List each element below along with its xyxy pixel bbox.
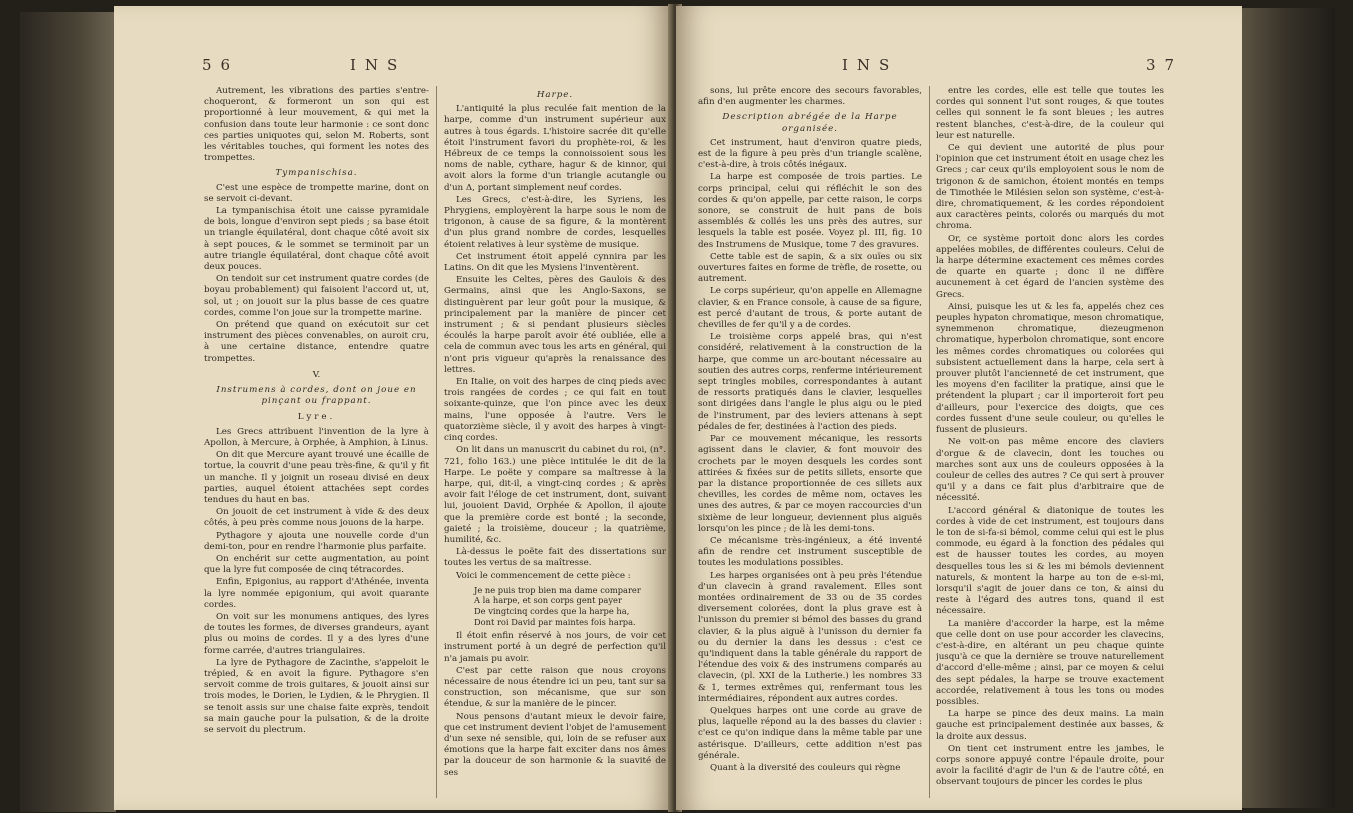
paragraph: Le corps supérieur, qu'on appelle en Allemagne clavier, & en France console, à cause de sa figure, est percé d'autant de trous, & porte autant de chevilles de fer qu'il y a de cordes.	[698, 286, 922, 331]
paragraph: Ce mécanisme très-ingénieux, a été inventé afin de rendre cet instrument susceptible de toutes les modulations possibles.	[698, 535, 922, 569]
paragraph: Nous pensons d'autant mieux le devoir faire, que cet instrument devient l'objet de l'amusement d'un sexe né sensible, qui, loin de se refuser aux émotions que la harpe fait exciter dans nos âmes par la douceur de son harmonie & la suavité de ses	[444, 711, 666, 778]
paragraph: Ne voit-on pas même encore des claviers d'orgue & de clavecin, dont les touches ou marches sont aux uns de couleurs opposées à la couleur de celles des autres ? Ce qui sert à prouver qu'il y a dans ce fait plus d'arbitraire que de nécessité.	[936, 437, 1164, 504]
paragraph: La harpe est composée de trois parties. Le corps principal, celui qui réfléchit le son des cordes & qu'on appelle, par cette raison, le corps sonore, se construit de huit pans de bois assemblés & collés les uns près des autres, sur lesquels la table est posée. Voyez pl. III, fig. 10 des Instrumens de Musique, tome 7 des gravures.	[698, 172, 922, 250]
paragraph: Enfin, Epigonius, au rapport d'Athénée, inventa la lyre nommée epigonium, qui avoit quarante cordes.	[204, 577, 429, 610]
paragraph: On lit dans un manuscrit du cabinet du roi, (n°. 721, folio 163.) une pièce intitulée le dit de la Harpe. Le poëte y compare sa maîtresse à la harpe, qui, dit-il, a vingt-cinq cordes ; & après avoir fait l'éloge de cet instrument, dont, suivant lui, jouoient David, Orphée & Apollon, il ajoute que la première corde est bonté ; la seconde, gaieté ; la troisième, douceur ; la quatrième, humilité, &c.	[444, 445, 666, 545]
section-heading: Harpe.	[536, 90, 574, 100]
paragraph: Le troisième corps appelé bras, qui n'est considéré, relativement à la construction de la harpe, que comme un arc-boutant nécessaire au soutien des autres corps, renferme intérieurement sept tringles mobiles, correspondantes à autant de ressorts pratiqués dans le clavier, lesquelles sont dirigées dans l'angle le plus aigu ou le pied de l'instrument, par des leviers attenans à sept pédales de fer, destinées à l'action des pieds.	[698, 332, 922, 432]
left-column-2	[444, 86, 666, 806]
column-rule	[929, 86, 930, 798]
right-column-2	[936, 86, 1164, 806]
section-heading: V.	[312, 369, 321, 380]
paragraph: Ainsi, puisque les ut & les fa, appelés chez ces peuples hypaton chromatique, meson chromatique, synemmenon chromatique, diezeugmenon chromatique, hyperbolon chromatique, sont encore les mêmes cordes chromatiques ou colorées qui subsistent actuellement dans la harpe, cela sert à prouver plutôt l'ancienneté de cet instrument, que les moyens d'en faciliter la pratique, ainsi que le prétendent la plupart ; car il importeroit fort peu d'ailleurs, pour l'exercice des doigts, que ces cordes fussent d'une seule couleur, ou qu'elles le fussent de plusieurs.	[936, 301, 1164, 436]
right-page	[676, 6, 1242, 810]
left-page	[114, 6, 674, 810]
paragraph: La manière d'accorder la harpe, est la même que celle dont on use pour accorder les clavecins, c'est-à-dire, en altérant un peu chaque quinte jusqu'à ce que la dernière se trouve naturellement d'accord d'elle-même ; ainsi, par ce moyen & celui des sept pédales, la harpe se trouve exactement accordée, relativement à tous les tons ou modes possibles.	[936, 618, 1164, 707]
paragraph: Voici le commencement de cette pièce :	[456, 570, 631, 581]
paragraph: Autrement, les vibrations des parties s'entre-choqueront, & formeront un son qui est proportionné à leur mouvement, & qui met la confusion dans toute leur harmonie : ce sont donc ces parties uniquotes qui, selon M. Roberts, sont les véritables touches, qui forment les notes des trompettes.	[204, 86, 429, 164]
column-rule	[436, 86, 437, 798]
right-page-number: 37	[1146, 56, 1184, 74]
paragraph: Quant à la diversité des couleurs qui règne	[710, 762, 901, 773]
right-page-edges	[1240, 8, 1335, 808]
paragraph: C'est une espèce de trompette marine, dont on se servoit ci-devant.	[204, 182, 429, 204]
paragraph: Cet instrument étoit appelé cynnira par les Latins. On dit que les Mysiens l'inventèrent.	[444, 251, 666, 274]
paragraph: Or, ce système portoit donc alors les cordes appelées mobiles, de différentes couleurs. Celui de la harpe détermine exactement ces mêmes cordes de quarte en quarte ; donc il ne diffère aucunement à cet égard de l'ancien système des Grecs.	[936, 233, 1164, 300]
section-heading: Tympanischisa.	[275, 168, 358, 179]
verse-quote: Je ne puis trop bien ma dame comparer A la harpe, et son corps gent payer De vingtcinq cordes que la harpe ha, Dont roi David par maintes fois harpa.	[474, 584, 641, 627]
right-running-head: INS	[842, 56, 899, 74]
paragraph: L'accord général & diatonique de toutes les cordes à vide de cet instrument, est toujours dans le ton de si-fa-si bémol, comme celui qui est le plus commode, eu égard à la fonction des pédales qui est de hausser toutes les cordes, au moyen desquelles tous les si & les mi bémols deviennent naturels, & montent la harpe au ton de e-si-mi, lorsqu'il s'agit de jouer dans ce ton, & ainsi du reste à l'égard des autres tons, quand il est nécessaire.	[936, 505, 1164, 617]
paragraph: Par ce mouvement mécanique, les ressorts agissent dans le clavier, & font mouvoir des crochets par le moyen desquels les cordes sont attirées & fixées sur de petits sillets, ensorte que par la distance proportionnée de ces sillets aux chevilles, les cordes de même nom, octaves les unes des autres, & par ce moyen raccourcies d'un sixième de leur longueur, deviennent plus aiguës lorsqu'on les pince ; de là les demi-tons.	[698, 434, 922, 534]
paragraph: sons, lui prête encore des secours favorables, afin d'en augmenter les charmes.	[698, 86, 922, 108]
paragraph: On tient cet instrument entre les jambes, le corps sonore appuyé contre l'épaule droite, pour avoir la facilité d'agir de l'un & de l'autre côté, en observant toujours de pincer les cordes le plus	[936, 743, 1164, 788]
paragraph: On jouoit de cet instrument à vide & des deux côtés, à peu près comme nous jouons de la harpe.	[204, 507, 429, 529]
paragraph: entre les cordes, elle est telle que toutes les cordes qui sonnent l'ut sont rouges, & que toutes celles qui sonnent le fa sont bleues ; les autres restent blanches, c'est-à-dire, de la couleur qui leur est naturelle.	[936, 86, 1164, 141]
paragraph: Il étoit enfin réservé à nos jours, de voir cet instrument porté à un degré de perfection qu'il n'a jamais pu avoir.	[444, 631, 666, 664]
paragraph: Les Grecs attribuent l'invention de la lyre à Apollon, à Mercure, à Orphée, à Amphion, à Linus.	[204, 426, 429, 448]
paragraph: On prétend que quand on exécutoit sur cet instrument des pièces convenables, on auroit cru, à une certaine distance, entendre quatre trompettes.	[204, 320, 429, 364]
paragraph: Là-dessus le poëte fait des dissertations sur toutes les vertus de sa maîtresse.	[444, 547, 666, 569]
left-column-1	[204, 86, 429, 806]
section-heading: Description abrégée de la Harpe organisée.	[722, 112, 898, 134]
section-heading: Instrumens à cordes, dont on joue en pinçant ou frappant.	[216, 385, 417, 407]
paragraph: Ensuite les Celtes, pères des Gaulois & des Germains, ainsi que les Anglo-Saxons, se distinguèrent par leur goût pour la musique, & principalement par la manière de pincer cet instrument ; & si pendant plusieurs siècles écoulés la harpe paroît avoir été oubliée, elle a cela de commun avec tous les arts en général, qui n'ont pris vigueur qu'après la renaissance des lettres.	[444, 275, 666, 375]
paragraph: L'antiquité la plus reculée fait mention de la harpe, comme d'un instrument supérieur aux autres à tous égards. L'histoire sacrée dit qu'elle étoit l'instrument favori du prophète-roi, & les Hébreux de ce temps la connoissoient sous les noms de nable, cythare, hagur & de kinnor, qui avoit alors la forme d'un triangle acutangle ou d'un Δ, portant simplement neuf cordes.	[444, 104, 666, 193]
paragraph: Cet instrument, haut d'environ quatre pieds, est de la figure à peu près d'un triangle scalène, c'est-à-dire, à trois côtés inégaux.	[698, 137, 922, 171]
paragraph: Les harpes organisées ont à peu près l'étendue d'un clavecin à grand ravalement. Elles sont montées ordinairement de 33 ou de 35 cordes diversement colorées, dont la plus grave est à l'unisson du premier si bémol des basses du grand clavier, & la plus aiguë à l'unisson du dernier fa ou du dernier la dans les dessus : c'est ce qu'indiquent dans la table générale du rapport de l'étendue des voix & des instrumens comparés au clavecin, (pl. XXI de la Lutherie.) les nombres 33 & 1, termes extrêmes qui, renfermant tous les intermédiaires, répondent aux autres cordes.	[698, 570, 922, 704]
paragraph: On dit que Mercure ayant trouvé une écaille de tortue, la couvrit d'une peau très-fine, & qu'il y fit un manche. Il y joignit un roseau divisé en deux parties, auquel étoient attachées sept cordes tendues du haut en bas.	[204, 450, 429, 505]
paragraph: Cette table est de sapin, & a six ouïes ou six ouvertures faites en forme de trèfle, de rosette, ou autrement.	[698, 251, 922, 285]
paragraph: C'est par cette raison que nous croyons nécessaire de nous étendre ici un peu, tant sur sa construction, son mécanisme, que sur son étendue, & sur la manière de le pincer.	[444, 665, 666, 710]
paragraph: Ce qui devient une autorité de plus pour l'opinion que cet instrument étoit en usage chez les Grecs ; car ceux qu'ils employoient sous le nom de trigonon & de samichon, étoient montés en temps de Timothée le Milésien selon son système, c'est-à-dire, chromatiquement, & les cordes répondoient aux caractères peints, colorés ou marqués du mot chroma.	[936, 143, 1164, 232]
paragraph: On voit sur les monumens antiques, des lyres de toutes les formes, de diverses grandeurs, ayant plus ou moins de cordes. Il y a des lyres d'une forme carrée, d'autres triangulaires.	[204, 611, 429, 656]
paragraph: En Italie, on voit des harpes de cinq pieds avec trois rangées de cordes ; ce qui fait en tout soixante-quinze, que l'on pince avec les deux mains, l'une opposée à l'autre. Vers le quatorzième siècle, il y avoit des harpes à vingt-cinq cordes.	[444, 377, 666, 444]
paragraph: La harpe se pince des deux mains. La main gauche est principalement destinée aux basses, & la droite aux dessus.	[936, 709, 1164, 742]
paragraph: On tendoit sur cet instrument quatre cordes (de boyau probablement) qui faisoient l'accord ut, ut, sol, ut ; on jouoit sur la plus basse de ces quatre cordes, comme l'on joue sur la trompette marine.	[204, 274, 429, 318]
right-column-1	[698, 86, 922, 806]
paragraph: On enchérit sur cette augmentation, au point que la lyre fut composée de cinq tétracordes.	[204, 553, 429, 576]
paragraph: La lyre de Pythagore de Zacinthe, s'appeloit le trépied, & en avoit la figure. Pythagore s'en servoit comme de trois guitares, & jouoit ainsi sur trois modes, le Dorien, le Lydien, & le Phrygien. Il se tenoit assis sur une chaise faite exprès, tendoit sa main gauche pour la pulsation, & de la droite se servoit du plectrum.	[204, 657, 429, 735]
paragraph: Pythagore y ajouta une nouvelle corde d'un demi-ton, pour en rendre l'harmonie plus parfaite.	[204, 530, 429, 552]
section-heading: Lyre.	[297, 412, 336, 423]
paragraph: Quelques harpes ont une corde au grave de plus, laquelle répond au la des basses du clavier : c'est ce qu'on indique dans la même table par une astérisque. D'ailleurs, cette addition n'est pas générale.	[698, 705, 922, 761]
left-page-number: 56	[202, 56, 240, 74]
left-running-head: INS	[350, 56, 407, 74]
left-page-edges	[20, 12, 116, 812]
paragraph: Les Grecs, c'est-à-dire, les Syriens, les Phrygiens, employèrent la harpe sous le nom de trigonon, à cause de sa figure, & la montèrent d'un plus grand nombre de cordes, lesquelles étoient relatives à leur système de musique.	[444, 194, 666, 250]
paragraph: La tympanischisa étoit une caisse pyramidale de bois, longue d'environ sept pieds ; sa base étoit un triangle équilatéral, dont chaque côté avoit six à sept pouces, & le sommet se terminoit par un autre triangle équilatéral, dont chaque côté avoit deux pouces.	[204, 206, 429, 273]
